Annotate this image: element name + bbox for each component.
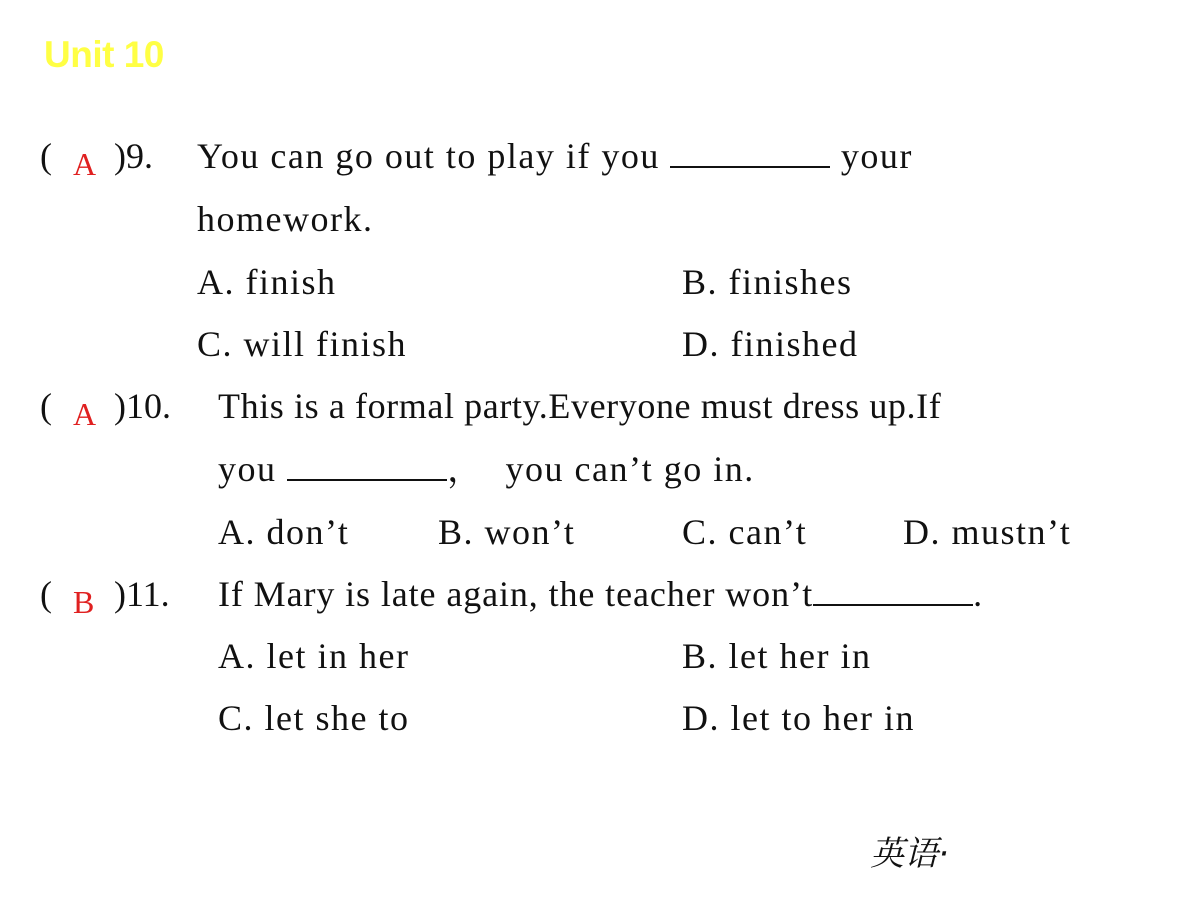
open-paren: ( [40, 574, 52, 614]
question-number-10: )10. [114, 386, 171, 426]
option-b: B. let her in [682, 636, 872, 676]
stem-text: . [973, 574, 984, 614]
answer-blank [287, 449, 447, 481]
option-a: A. let in her [218, 636, 410, 676]
answer-blank [813, 574, 973, 606]
answer-9: A [73, 146, 97, 182]
question-10-stem: This is a formal party.Everyone must dress up.If [218, 386, 942, 426]
subject-label: 英语· [870, 834, 949, 874]
option-c: C. can’t [682, 512, 808, 552]
stem-text: you [218, 449, 277, 489]
question-9-stem-line2: homework. [197, 199, 374, 239]
answer-11: B [73, 584, 95, 620]
option-d: D. let to her in [682, 698, 915, 738]
open-paren: ( [40, 386, 52, 426]
question-11-stem [218, 572, 983, 616]
option-d: D. mustn’t [903, 512, 1072, 552]
option-d: D. finished [682, 324, 859, 364]
answer-blank [670, 136, 830, 168]
answer-10: A [73, 396, 97, 432]
question-number-11: )11. [114, 574, 170, 614]
question-10-stem-line2 [218, 447, 755, 491]
stem-text: your [840, 136, 913, 176]
option-c: C. let she to [218, 698, 410, 738]
option-c: C. will finish [197, 324, 408, 364]
stem-text: You can go out to play if you [197, 136, 660, 176]
stem-text: If Mary is late again, the teacher won’t [218, 574, 814, 614]
open-paren: ( [40, 136, 52, 176]
stem-text: ， you can’t go in. [447, 449, 755, 489]
option-b: B. won’t [438, 512, 576, 552]
option-a: A. don’t [218, 512, 350, 552]
question-number-9: )9. [114, 136, 153, 176]
question-9-stem [197, 134, 913, 178]
option-a: A. finish [197, 262, 337, 302]
unit-title: Unit 10 [44, 34, 164, 75]
option-b: B. finishes [682, 262, 853, 302]
